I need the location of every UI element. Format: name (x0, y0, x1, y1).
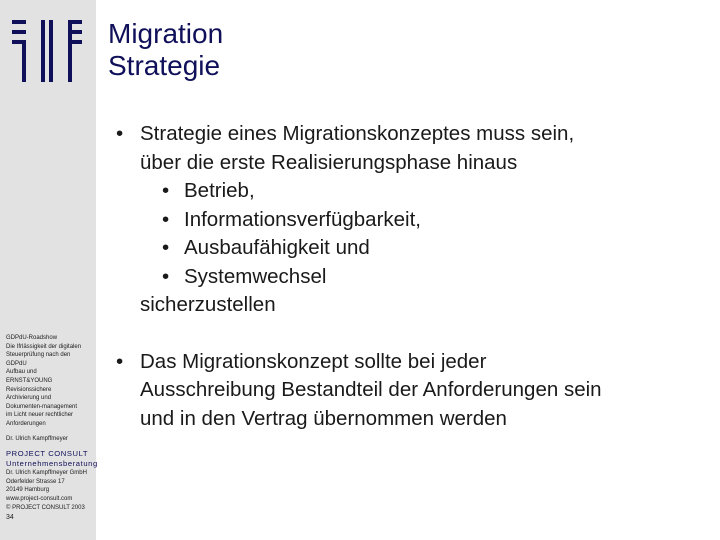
sidebar-address-city: 20149 Hamburg (6, 487, 50, 494)
bullet-text-line: Strategie eines Migrationskonzeptes muss sein, (140, 122, 575, 145)
sub-bullet-item (140, 206, 710, 235)
slide-content (110, 120, 710, 433)
sidebar-company-name: PROJECT CONSULT (6, 449, 89, 459)
bullet-text-line: Das Migrationskonzept sollte bei jeder (140, 349, 487, 373)
sub-bullet-text: Systemwechsel (184, 264, 327, 288)
sidebar-website: www.project-consult.com (6, 495, 73, 502)
bullet-icon: • (116, 349, 124, 373)
sidebar-line: GDPdU-Roadshow (6, 335, 58, 341)
sidebar-line: Die Ifrlässigkeit der digitalen (6, 343, 82, 350)
sidebar-author: Dr. Ulrich Kampffmeyer (6, 435, 68, 442)
sidebar-line: Dokumenten-management (6, 403, 78, 410)
page-number: 34 (6, 514, 14, 522)
sidebar-line: Archivierung und (6, 395, 52, 402)
bullet-icon: • (162, 236, 170, 259)
sidebar-company-subtitle: Unternehmensberatung (6, 459, 98, 469)
sub-bullet-item (140, 234, 710, 263)
sub-bullet-text: Ausbaufähigkeit und (184, 236, 370, 259)
sidebar-company-legal: Dr. Ulrich Kampffmeyer GmbH (6, 470, 87, 477)
title-line-1: Migration (108, 18, 224, 49)
sidebar-line: im Licht neuer rechtlicher (6, 412, 74, 419)
sidebar-line: Revisionssichere (6, 386, 52, 393)
sidebar-line: GDPdU (6, 360, 27, 367)
bullet-icon: • (162, 207, 170, 231)
bullet-icon: • (162, 264, 170, 288)
bullet-item (110, 120, 710, 320)
bullet-text-line: sicherzustellen (140, 293, 276, 316)
sub-bullet-text: Informationsverfügbarkeit, (184, 207, 422, 231)
bullet-icon: • (162, 179, 170, 202)
sub-bullet-item (140, 177, 710, 206)
sidebar-info (6, 334, 98, 523)
sidebar-line: Anforderungen (6, 420, 46, 427)
sidebar-address-street: Oderfelder Strasse 17 (6, 478, 65, 485)
sidebar-copyright: © PROJECT CONSULT 2003 (6, 504, 85, 511)
bullet-text-line: über die erste Realisierungsphase hinaus (140, 150, 518, 174)
sub-bullet-item (140, 263, 710, 292)
bullet-text-line: Ausschreibung Bestandteil der Anforderungen sein (140, 378, 602, 401)
sidebar-panel (0, 0, 96, 540)
sidebar-line: Steuerprüfung nach den (6, 352, 71, 359)
bullet-item (110, 348, 710, 434)
sidebar-line: ERNST&YOUNG (6, 377, 53, 384)
sub-bullet-text: Betrieb, (184, 179, 255, 202)
title-line-2: Strategie (108, 50, 221, 81)
bullet-icon: • (116, 122, 124, 145)
bullet-text-line: und in den Vertrag übernommen werden (140, 406, 507, 430)
project-consult-logo (12, 20, 82, 82)
sidebar-line: Aufbau und (6, 369, 37, 376)
slide-title (108, 18, 223, 82)
